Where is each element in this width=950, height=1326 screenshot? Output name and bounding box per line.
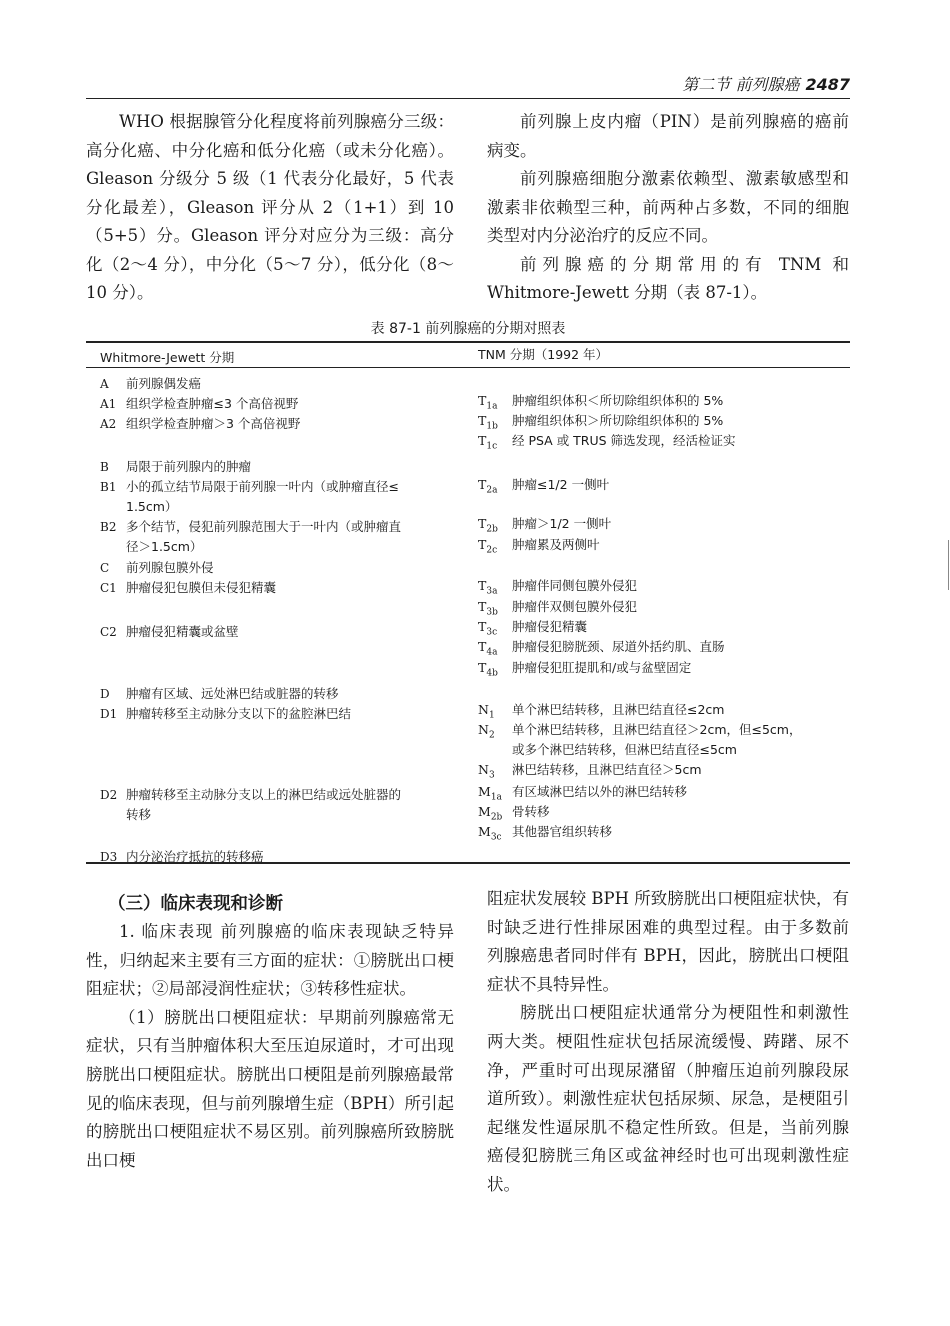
table-row [100,457,460,475]
stage-text: 转移 [126,807,152,822]
table-row [478,597,848,618]
table-row [100,414,460,432]
table-row [100,622,460,640]
table-row [478,720,848,741]
tnm-code: $M_{2b}$ [478,804,503,823]
tnm-text: 或多个淋巴结转移，但淋巴结直径≤5cm [512,742,737,757]
stage-code: D [100,687,110,701]
paragraph: （1）膀胱出口梗阻症状：早期前列腺癌常无症状，只有当肿瘤体积大至压迫尿道时，才可出现膀胱出口梗阻症状。膀胱出口梗阻是前列腺癌最常见的临床表现，但与前列腺增生症（BPH）所引起的膀胱出口梗阻症状不易区别。前列腺癌所致膀胱出口梗 [86,1007,454,1170]
stage-text: 肿瘤转移至主动脉分支以下的盆腔淋巴结 [126,706,352,721]
tnm-text: 肿瘤侵犯精囊 [512,619,588,634]
stage-code: C [100,561,110,575]
tnm-code: $T_{3a}$ [478,578,498,597]
stage-text: 1.5cm） [126,499,178,514]
section-title: （三）临床表现和诊断 [108,894,283,914]
stage-code: C2 [100,625,117,639]
tnm-code: $T_{1b}$ [478,413,498,432]
table-row [100,497,460,515]
paragraph: 前列腺上皮内瘤（PIN）是前列腺癌的癌前病变。 [487,112,849,160]
stage-text: 肿瘤侵犯精囊或盆壁 [126,624,239,639]
tnm-code: $T_{1c}$ [478,433,498,452]
table-row [478,658,848,679]
tnm-text: 肿瘤侵犯膀胱颈、尿道外括约肌、直肠 [512,639,725,654]
stage-text: 局限于前列腺内的肿瘤 [126,459,252,474]
top-right-column [487,108,849,308]
stage-text: 小的孤立结节局限于前列腺一叶内（或肿瘤直径≤ [126,479,399,494]
paragraph: 膀胱出口梗阻症状通常分为梗阻性和刺激性两大类。梗阻性症状包括尿流缓慢、踌躇、尿不净，严重时可出现尿潴留（肿瘤压迫前列腺段尿道所致）。刺激性症状包括尿频、尿急，是梗阻引起继发性逼尿肌不稳定性所致。但是，当前列腺癌侵犯膀胱三角区或盆神经时也可出现刺激性症状。 [487,1003,849,1194]
stage-text: 肿瘤侵犯包膜但未侵犯精囊 [126,580,277,595]
paragraph: 1. 临床表现 前列腺癌的临床表现缺乏特异性，归纳起来主要有三方面的症状：①膀胱出口梗阻症状；②局部浸润性症状；③转移性症状。 [86,922,454,999]
table-row [100,537,460,555]
stage-code: D2 [100,788,118,802]
scan-artifact [948,540,949,590]
stage-code: B1 [100,480,117,494]
stage-code: B2 [100,520,117,534]
stage-code: D3 [100,850,118,864]
tnm-code: $N_2$ [478,722,495,741]
table-row [478,802,848,823]
header-section: 第二节 前列腺癌 [682,75,800,94]
tnm-text: 肿瘤≤1/2 一侧叶 [512,477,610,492]
paragraph: 阻症状发展较 BPH 所致膀胱出口梗阻症状快，有时缺乏进行性排尿困难的典型过程。由于多数前列腺癌患者同时伴有 BPH，因此，膀胱出口梗阻症状不具特异性。 [487,889,849,994]
table-row [100,394,460,412]
table-header-left: Whitmore-Jewett 分期 [100,350,235,365]
tnm-text: 其他器官组织转移 [512,824,613,839]
table-row [100,805,460,823]
bottom-right-column [487,885,849,1200]
tnm-code: $T_{1a}$ [478,393,498,412]
tnm-code: $T_{2a}$ [478,477,498,496]
tnm-code: $T_{3c}$ [478,619,498,638]
table-row [478,431,848,452]
table-row [100,847,460,865]
table-row [478,576,848,597]
table-row [478,740,848,758]
tnm-text: 肿瘤组织体积＞所切除组织体积的 5% [512,413,724,428]
table-top-rule [86,341,850,343]
table-header-right: TNM 分期（1992 年） [478,347,609,362]
table-row [100,704,460,722]
stage-code: A1 [100,397,117,411]
tnm-text: 肿瘤侵犯肛提肌和/或与盆壁固定 [512,660,692,675]
table-row [478,760,848,781]
bottom-left-column [86,918,454,1175]
tnm-code: $T_{3b}$ [478,599,498,618]
table-row [478,411,848,432]
table-row [478,475,848,496]
tnm-text: 肿瘤组织体积＜所切除组织体积的 5% [512,393,724,408]
tnm-text: 骨转移 [512,804,550,819]
stage-code: A [100,377,109,391]
table-row [100,684,460,702]
tnm-text: 有区域淋巴结以外的淋巴结转移 [512,784,688,799]
table-row [478,637,848,658]
table-row [100,578,460,596]
tnm-code: $T_{4b}$ [478,660,498,679]
tnm-text: 肿瘤累及两侧叶 [512,537,600,552]
table-row [100,477,460,495]
tnm-code: $T_{4a}$ [478,639,498,658]
running-header [570,72,850,95]
stage-text: 组织学检查肿瘤≤3 个高倍视野 [126,396,299,411]
table-row [478,391,848,412]
stage-text: 肿瘤有区域、远处淋巴结或脏器的转移 [126,686,339,701]
stage-code: A2 [100,417,117,431]
table-row [100,785,460,803]
paragraph: WHO 根据腺管分化程度将前列腺癌分三级：高分化癌、中分化癌和低分化癌（或未分化癌）。Gleason 分级分 5 级（1 代表分化最好，5 代表分化最差），Gleason 评分从 2（1+1）到 10（5+5）分。Gleason 评分对应分为三级：高分化（2～4 分），中分化（5～7 分），低分化（8～10 分）。 [86,112,454,302]
stage-text: 前列腺偶发癌 [126,376,202,391]
header-rule [86,98,850,99]
stage-text: 径＞1.5cm） [126,539,203,554]
tnm-code: $N_1$ [478,702,495,721]
stage-text: 肿瘤转移至主动脉分支以上的淋巴结或远处脏器的 [126,787,402,802]
stage-text: 组织学检查肿瘤＞3 个高倍视野 [126,416,301,431]
stage-text: 前列腺包膜外侵 [126,560,214,575]
page-number: 2487 [805,75,850,94]
tnm-code: $M_{3c}$ [478,824,502,843]
tnm-text: 肿瘤伴同侧包膜外侵犯 [512,578,638,593]
tnm-text: 经 PSA 或 TRUS 筛选发现，经活检证实 [512,433,736,448]
table-row [478,617,848,638]
stage-code: C1 [100,581,117,595]
table-row [100,374,460,392]
tnm-code: $M_{1a}$ [478,784,502,803]
paragraph: 前列腺癌细胞分激素依赖型、激素敏感型和激素非依赖型三种，前两种占多数，不同的细胞类型对内分泌治疗的反应不同。 [487,169,849,245]
stage-code: B [100,460,109,474]
top-left-column [86,108,454,308]
tnm-text: 单个淋巴结转移，且淋巴结直径＞2cm，但≤5cm， [512,722,802,737]
table-row [478,700,848,721]
table-row [100,517,460,535]
tnm-text: 肿瘤伴双侧包膜外侵犯 [512,599,638,614]
stage-text: 内分泌治疗抵抗的转移癌 [126,849,264,864]
table-row [478,535,848,556]
tnm-code: $T_{2c}$ [478,537,498,556]
tnm-text: 单个淋巴结转移，且淋巴结直径≤2cm [512,702,725,717]
stage-code: D1 [100,707,118,721]
table-caption: 表 87-1 前列腺癌的分期对照表 [370,321,566,337]
table-row [478,822,848,843]
table-row [100,558,460,576]
tnm-code: $N_3$ [478,762,495,781]
tnm-text: 淋巴结转移，且淋巴结直径＞5cm [512,762,702,777]
table-header-rule [86,367,850,368]
table-row [478,782,848,803]
tnm-code: $T_{2b}$ [478,516,498,535]
stage-text: 多个结节，侵犯前列腺范围大于一叶内（或肿瘤直 [126,519,402,534]
table-row [478,514,848,535]
paragraph: 前列腺癌的分期常用的有 TNM 和 Whitmore-Jewett 分期（表 87-1）。 [487,254,849,302]
tnm-text: 肿瘤＞1/2 一侧叶 [512,516,612,531]
